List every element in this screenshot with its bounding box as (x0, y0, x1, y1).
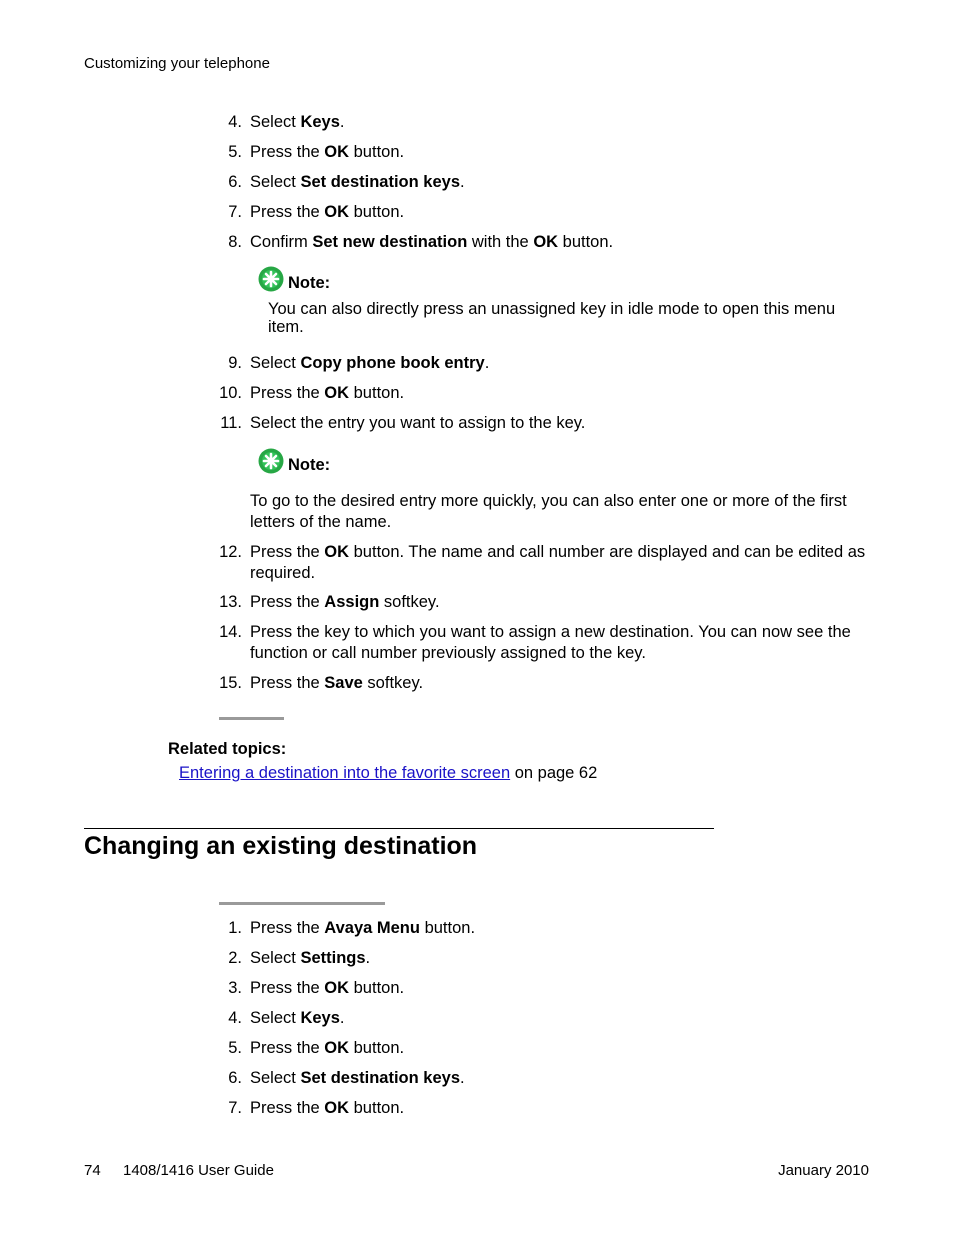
step-text (250, 202, 875, 223)
step-fragment: Select the entry you want to assign to the key. (250, 414, 586, 432)
step-fragment: Press the (250, 674, 325, 692)
related-topics-heading: Related topics: (168, 740, 287, 758)
step-text (250, 948, 875, 969)
step-emphasis: Assign (324, 593, 380, 611)
step-fragment: button. (558, 233, 614, 251)
step-text (250, 232, 875, 253)
step-emphasis: OK (324, 1099, 350, 1117)
step-fragment: . (365, 949, 371, 967)
step-number: 7. (228, 203, 242, 221)
step-fragment: . (339, 1009, 345, 1027)
step-fragment: . (484, 354, 490, 372)
step-text (250, 383, 875, 404)
step-fragment: Select (250, 173, 301, 191)
related-topic-link[interactable]: Entering a destination into the favorite screen (179, 764, 511, 782)
step-emphasis: OK (324, 143, 350, 161)
step-fragment: Press the (250, 384, 325, 402)
step-emphasis: Save (324, 674, 363, 692)
step-text (250, 1068, 875, 1089)
step-emphasis: OK (324, 1039, 350, 1057)
step-fragment: Press the key to which you want to assign a new destination. You can now see the function or call number previously assigned to the key. (250, 623, 851, 662)
step-emphasis: OK (324, 384, 350, 402)
step-fragment: Press the (250, 1099, 325, 1117)
step-fragment: Confirm (250, 233, 313, 251)
note-label: Note: (288, 455, 331, 474)
step-text (250, 413, 875, 434)
step-number: 6. (228, 173, 242, 191)
step-text (250, 673, 875, 694)
step-text (250, 142, 875, 163)
step-text (250, 918, 875, 939)
note-plus-icon (258, 266, 284, 292)
step-fragment: . (339, 113, 345, 131)
step-fragment: button. (349, 1099, 405, 1117)
step-fragment: Select (250, 1009, 301, 1027)
step-text (250, 353, 875, 374)
note-heading (258, 270, 330, 296)
step-fragment: Press the (250, 593, 325, 611)
step-number: 1. (228, 919, 242, 937)
step-fragment: Press the (250, 543, 325, 561)
step-emphasis: Set destination keys (300, 1069, 461, 1087)
section-title: Changing an existing destination (84, 832, 478, 860)
step-text (250, 542, 875, 584)
step-emphasis: Copy phone book entry (300, 354, 485, 372)
step-fragment: with the (467, 233, 534, 251)
step-emphasis: Set new destination (312, 233, 468, 251)
step-fragment: button. The name and call number are displayed and can be edited as required. (250, 543, 866, 582)
step-number: 4. (228, 1009, 242, 1027)
step-number: 8. (228, 233, 242, 251)
step-number: 10. (219, 384, 242, 402)
footer-date: January 2010 (778, 1162, 869, 1179)
step-fragment: Press the (250, 143, 325, 161)
step-text (250, 978, 875, 999)
step-number: 15. (219, 674, 242, 692)
step-number: 9. (228, 354, 242, 372)
step-fragment: softkey. (379, 593, 440, 611)
note-heading (258, 452, 330, 478)
note-text: To go to the desired entry more quickly, you can also enter one or more of the first letters of the name. (250, 492, 847, 531)
step-text (250, 622, 875, 664)
step-text (250, 1098, 875, 1119)
related-topic-page-ref: on page 62 (510, 764, 598, 782)
step-number: 3. (228, 979, 242, 997)
step-fragment: button. (349, 384, 405, 402)
step-fragment: Select (250, 113, 301, 131)
step-fragment: Select (250, 949, 301, 967)
note-text: You can also directly press an unassigned key in idle mode to open this menu item. (268, 300, 836, 336)
step-fragment: Press the (250, 203, 325, 221)
related-topic-line (179, 764, 597, 783)
step-emphasis: Keys (300, 113, 340, 131)
step-number: 5. (228, 1039, 242, 1057)
step-fragment: button. (349, 203, 405, 221)
step-text (250, 172, 875, 193)
step-number: 12. (219, 543, 242, 561)
step-number: 4. (228, 113, 242, 131)
step-emphasis: Settings (300, 949, 366, 967)
step-fragment: Press the (250, 919, 325, 937)
step-number: 5. (228, 143, 242, 161)
step-number: 2. (228, 949, 242, 967)
step-fragment: Select (250, 354, 301, 372)
step-emphasis: OK (324, 979, 350, 997)
step-fragment: Press the (250, 1039, 325, 1057)
step-number: 14. (219, 623, 242, 641)
step-emphasis: OK (324, 543, 350, 561)
step-fragment: Press the (250, 979, 325, 997)
step-text (250, 592, 875, 613)
step-fragment: button. (349, 979, 405, 997)
step-number: 7. (228, 1099, 242, 1117)
step-emphasis: OK (324, 203, 350, 221)
step-text (250, 1038, 875, 1059)
step-emphasis: Avaya Menu (324, 919, 420, 937)
procedure-rule (219, 902, 385, 905)
step-fragment: button. (349, 1039, 405, 1057)
end-of-procedure-rule (219, 717, 284, 720)
footer-page-number: 74 (84, 1162, 101, 1179)
step-fragment: . (460, 1069, 465, 1087)
section-divider (84, 828, 714, 829)
step-emphasis: Keys (300, 1009, 340, 1027)
step-text (250, 1008, 875, 1029)
step-fragment: button. (349, 143, 405, 161)
step-emphasis: OK (533, 233, 559, 251)
note-label: Note: (288, 273, 331, 292)
step-emphasis: Set destination keys (300, 173, 461, 191)
step-number: 13. (219, 593, 242, 611)
step-fragment: Select (250, 1069, 301, 1087)
step-fragment: . (460, 173, 465, 191)
step-text (250, 112, 875, 133)
footer-guide-title: 1408/1416 User Guide (123, 1162, 274, 1179)
step-fragment: softkey. (362, 674, 424, 692)
running-head: Customizing your telephone (84, 55, 270, 72)
step-fragment: button. (419, 919, 476, 937)
note-plus-icon (258, 448, 284, 474)
step-number: 11. (220, 414, 242, 432)
step-number: 6. (228, 1069, 242, 1087)
